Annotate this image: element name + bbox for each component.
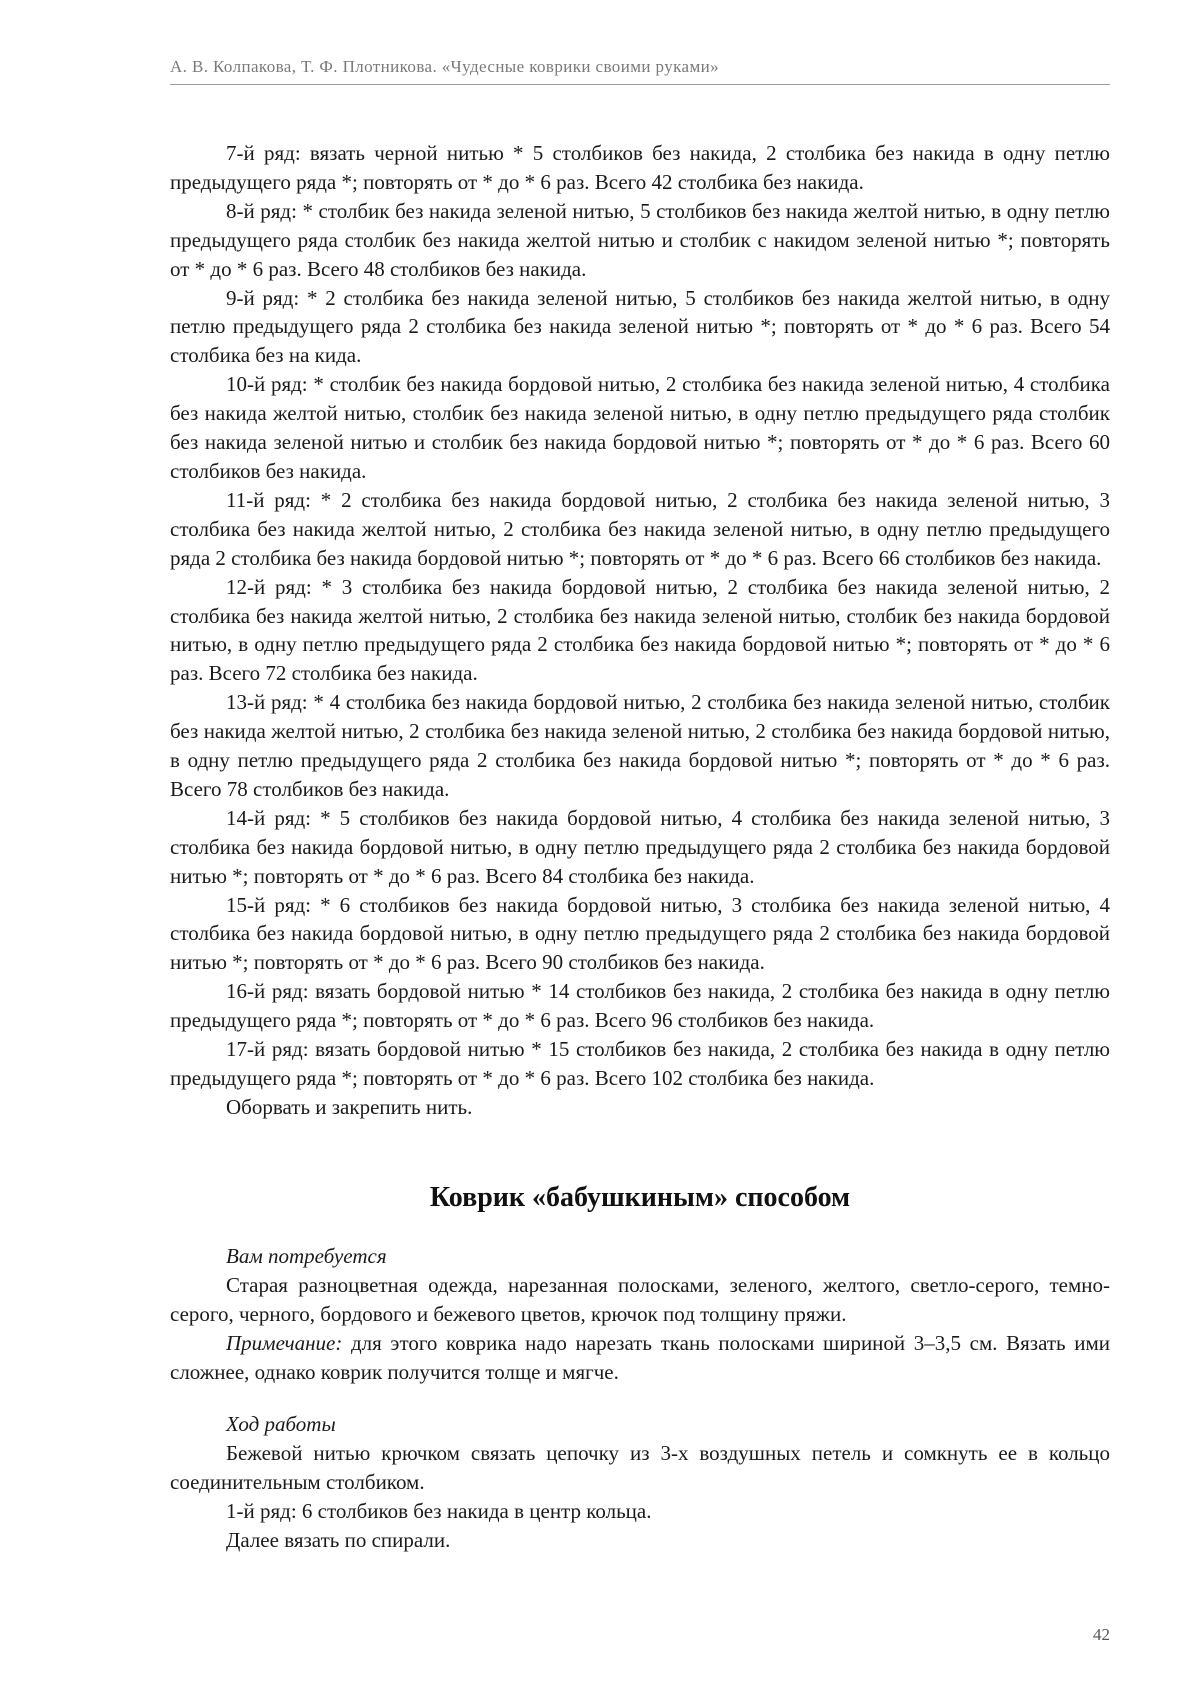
- note-label: Примечание:: [226, 1330, 343, 1355]
- materials-block: [170, 1242, 1110, 1387]
- paragraph-row-11: 11-й ряд: * 2 столбика без накида бордовой нитью, 2 столбика без накида зеленой нитью, 3 столбика без накида желтой нитью, 2 столбика без накида зеленой нитью, в одну петлю предыдущего ряда 2 столбика без накида бордовой нитью *; повторять от * до * 6 раз. Всего 66 столбиков без накида.: [170, 487, 1110, 570]
- paragraph-row-13: 13-й ряд: * 4 столбика без накида бордовой нитью, 2 столбика без накида зеленой нитью, столбик без накида желтой нитью, 2 столбика без накида зеленой нитью, 2 столбика без накида бордовой нитью, в одну петлю предыдущего ряда 2 столбика без накида бордовой нитью *; повторять от * до * 6 раз. Всего 78 столбиков без накида.: [170, 690, 1110, 801]
- paragraph-finish: Оборвать и закрепить нить.: [226, 1094, 473, 1119]
- paragraph-row-17: 17-й ряд: вязать бордовой нитью * 15 столбиков без накида, 2 столбика без накида в одну петлю предыдущего ряда *; повторять от * до * 6 раз. Всего 102 столбика без накида.: [170, 1037, 1110, 1090]
- paragraph-row-10: 10-й ряд: * столбик без накида бордовой нитью, 2 столбика без накида зеленой нитью, 4 столбика без накида желтой нитью, столбик без накида зеленой нитью, в одну петлю предыдущего ряда столбик без накида зеленой нитью и столбик без накида бордовой нитью *; повторять от * до * 6 раз. Всего 60 столбиков без накида.: [170, 372, 1110, 483]
- page-number: 42: [1093, 1625, 1110, 1644]
- work-step: 1-й ряд: 6 столбиков без накида в центр кольца.: [226, 1498, 652, 1523]
- note-text: для этого коврика надо нарезать ткань полосками шириной 3–3,5 см. Вязать ими сложнее, однако коврик получится толще и мягче.: [170, 1330, 1110, 1384]
- paragraph-row-12: 12-й ряд: * 3 столбика без накида бордовой нитью, 2 столбика без накида зеленой нитью, 2 столбика без накида желтой нитью, 2 столбика без накида зеленой нитью, столбик без накида бордовой нитью, в одну петлю предыдущего ряда 2 столбика без накида бордовой нитью *; повторять от * до * 6 раз. Всего 72 столбика без накида.: [170, 574, 1110, 686]
- work-heading: Ход работы: [226, 1412, 336, 1436]
- work-step: Бежевой нитью крючком связать цепочку из 3-х воздушных петель и сомкнуть ее в кольцо соединительным столбиком.: [170, 1440, 1110, 1494]
- paragraph-row-16: 16-й ряд: вязать бордовой нитью * 14 столбиков без накида, 2 столбика без накида в одну петлю предыдущего ряда *; повторять от * до * 6 раз. Всего 96 столбиков без накида.: [170, 979, 1110, 1033]
- paragraph-row-8: 8-й ряд: * столбик без накида зеленой нитью, 5 столбиков без накида желтой нитью, в одну петлю предыдущего ряда столбик без накида желтой нитью и столбик с накидом зеленой нитью *; повторять от * до * 6 раз. Всего 48 столбиков без накида.: [170, 198, 1110, 281]
- paragraph-row-7: 7-й ряд: вязать черной нитью * 5 столбиков без накида, 2 столбика без накида в одну петлю предыдущего ряда *; повторять от * до * 6 раз. Всего 42 столбика без накида.: [170, 141, 1110, 194]
- header-rule: [170, 84, 1110, 85]
- section-title: Коврик «бабушкиным» способом: [429, 1182, 851, 1213]
- needs-text: Старая разноцветная одежда, нарезанная полосками, зеленого, желтого, светло-серого, темно-серого, черного, бордового и бежевого цветов, крючок под толщину пряжи.: [170, 1272, 1110, 1326]
- work-block: [170, 1410, 1110, 1555]
- work-step: Далее вязать по спирали.: [226, 1527, 451, 1552]
- note-paragraph: [170, 1329, 1110, 1387]
- paragraph-row-14: 14-й ряд: * 5 столбиков без накида бордовой нитью, 4 столбика без накида зеленой нитью, 3 столбика без накида бордовой нитью, в одну петлю предыдущего ряда 2 столбика без накида бордовой нитью *; повторять от * до * 6 раз. Всего 84 столбика без накида.: [170, 805, 1110, 888]
- row-instructions: [170, 139, 1110, 1122]
- paragraph-row-15: 15-й ряд: * 6 столбиков без накида бордовой нитью, 3 столбика без накида зеленой нитью, 4 столбика без накида бордовой нитью, в одну петлю предыдущего ряда 2 столбика без накида бордовой нитью *; повторять от * до * 6 раз. Всего 90 столбиков без накида.: [170, 892, 1110, 975]
- needs-heading: Вам потребуется: [226, 1244, 387, 1268]
- paragraph-row-9: 9-й ряд: * 2 столбика без накида зеленой нитью, 5 столбиков без накида желтой нитью, в одну петлю предыдущего ряда 2 столбика без накида зеленой нитью *; повторять от * до * 6 раз. Всего 54 столбика без на кида.: [170, 285, 1110, 368]
- running-head: А. В. Колпакова, Т. Ф. Плотникова. «Чудесные коврики своими руками»: [170, 57, 719, 76]
